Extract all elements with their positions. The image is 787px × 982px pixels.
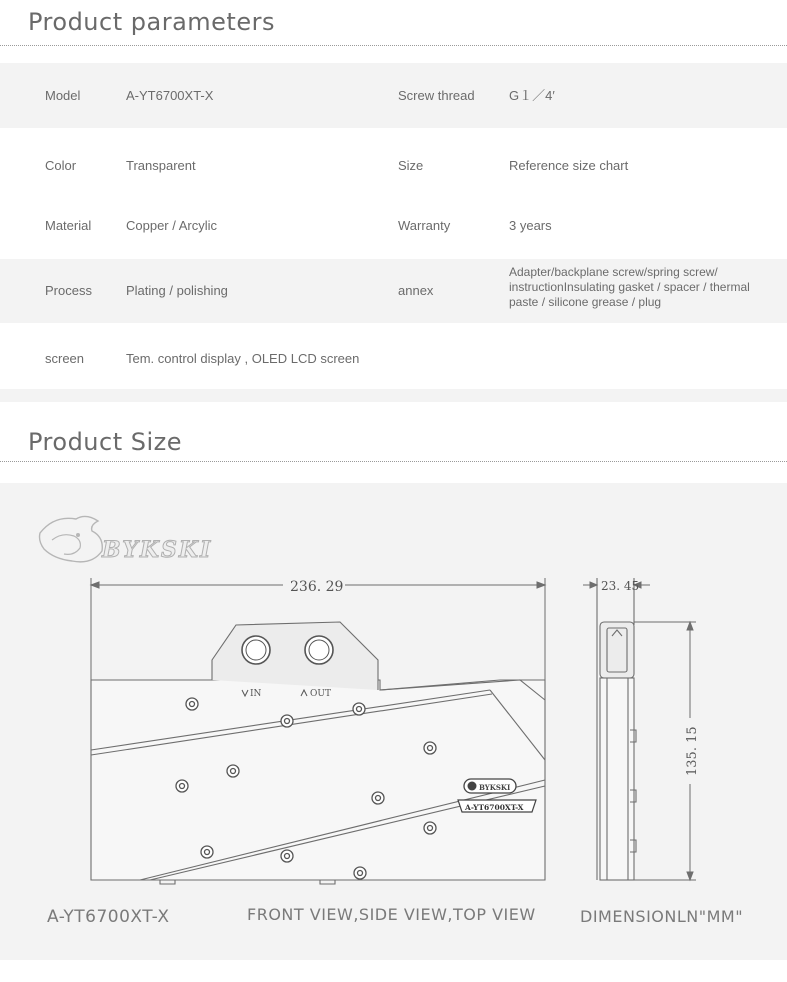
product-size-title: Product Size — [28, 428, 183, 456]
param-label: Material — [45, 218, 92, 233]
param-label: annex — [398, 283, 434, 298]
port-out-icon — [305, 636, 333, 664]
param-value: Transparent — [126, 158, 196, 173]
param-label: Warranty — [398, 218, 451, 233]
product-parameters-title: Product parameters — [28, 8, 275, 36]
param-value: Copper / Arcylic — [126, 218, 218, 233]
port-in-icon — [242, 636, 270, 664]
param-value: G１／4′ — [509, 88, 555, 103]
param-value: Plating / polishing — [126, 283, 228, 298]
param-value: Tem. control display , OLED LCD screen — [126, 351, 360, 366]
port-in-label: IN — [250, 689, 262, 699]
param-value: 3 years — [509, 218, 552, 233]
param-label: screen — [45, 351, 85, 366]
param-value: Adapter/backplane screw/spring screw/ instructionInsulating gasket / spacer / thermal paste / silicone grease / plug — [509, 265, 750, 309]
param-label: Size — [398, 158, 424, 173]
height-dimension-label: 135. 15 — [685, 726, 700, 776]
param-label: Process — [45, 283, 92, 298]
port-out-label: OUT — [310, 689, 331, 699]
param-value: Reference size chart — [509, 158, 629, 173]
badge-model-text: A-YT6700XT-X — [465, 803, 524, 812]
param-label: Color — [45, 158, 77, 173]
width-dimension-label: 236. 29 — [290, 579, 344, 595]
thickness-dimension-label: 23. 45 — [601, 579, 640, 593]
caption-model: A-YT6700XT-X — [47, 907, 170, 927]
side-view — [597, 578, 636, 880]
brand-text: BYKSKI — [102, 537, 213, 563]
param-label: Model — [45, 88, 81, 103]
badge-brand-text: BYKSKI — [479, 783, 511, 792]
bykski-logo — [40, 516, 213, 563]
caption-unit: DIMENSIONLN"MM" — [580, 907, 744, 926]
param-label: Screw thread — [398, 88, 475, 103]
param-value: A-YT6700XT-X — [126, 88, 214, 103]
caption-views: FRONT VIEW,SIDE VIEW,TOP VIEW — [247, 905, 536, 924]
